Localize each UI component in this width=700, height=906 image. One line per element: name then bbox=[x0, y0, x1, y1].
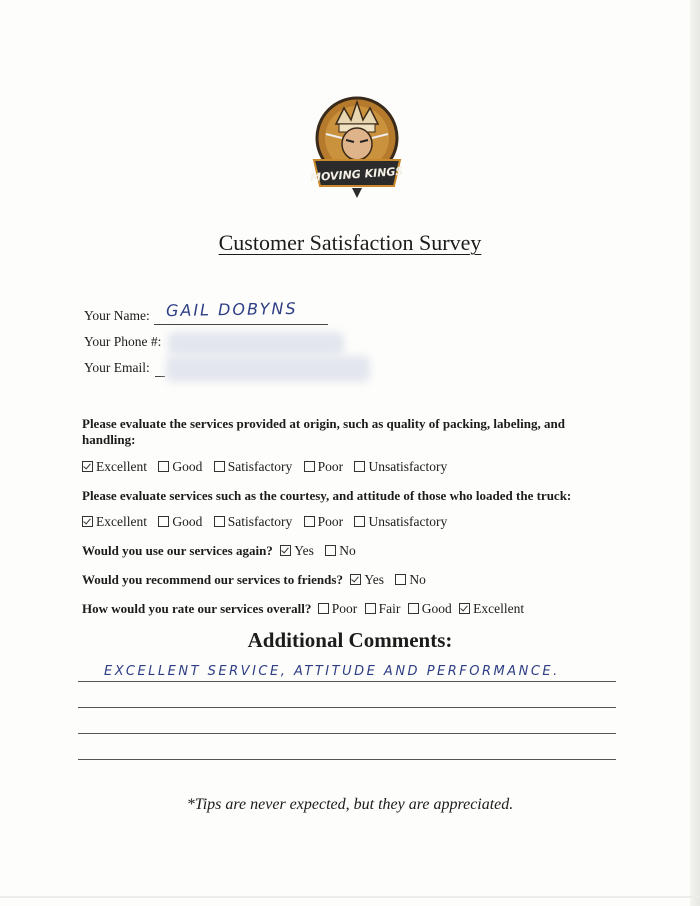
tips-note: *Tips are never expected, but they are appreciated. bbox=[186, 796, 514, 813]
q5-option-excellent[interactable]: Excellent bbox=[459, 601, 524, 617]
q2-text: Please evaluate services such as the courtesy, and attitude of those who loaded the truck: bbox=[82, 488, 572, 503]
q2-option-satisfactory[interactable]: Satisfactory bbox=[214, 514, 292, 530]
q1-text-line2: handling: bbox=[82, 432, 136, 447]
checkbox-checked-icon[interactable] bbox=[350, 574, 361, 585]
email-label: Your Email: bbox=[84, 360, 150, 375]
phone-label: Your Phone #: bbox=[84, 334, 162, 349]
q2-option-good[interactable]: Good bbox=[158, 514, 202, 530]
comment-line-1[interactable] bbox=[78, 681, 616, 682]
q3-row bbox=[82, 543, 364, 559]
q1-option-excellent[interactable]: Excellent bbox=[82, 459, 147, 475]
name-underline bbox=[154, 324, 328, 325]
q1-option-satisfactory[interactable]: Satisfactory bbox=[214, 459, 292, 475]
checkbox-checked-icon[interactable] bbox=[459, 603, 470, 614]
q4-option-no[interactable]: No bbox=[395, 572, 426, 588]
logo-brand-text: MOVING KINGS bbox=[309, 164, 404, 185]
checkbox-icon[interactable] bbox=[395, 574, 406, 585]
q1-options bbox=[82, 459, 455, 475]
q1-text-line1: Please evaluate the services provided at origin, such as quality of packing, labeling, and bbox=[82, 416, 565, 431]
q5-text: How would you rate our services overall? bbox=[82, 601, 312, 616]
name-value[interactable]: GAIL DOBYNS bbox=[165, 298, 298, 321]
scan-artifact-line bbox=[0, 896, 700, 898]
q2-option-unsatisfactory[interactable]: Unsatisfactory bbox=[354, 514, 447, 530]
checkbox-icon[interactable] bbox=[408, 603, 419, 614]
name-label: Your Name: bbox=[84, 308, 150, 323]
comment-line-4[interactable] bbox=[78, 759, 616, 760]
comment-line-2[interactable] bbox=[78, 707, 616, 708]
checkbox-checked-icon[interactable] bbox=[82, 516, 93, 527]
phone-redacted bbox=[168, 332, 344, 356]
moving-kings-logo bbox=[306, 94, 408, 200]
q1-option-good[interactable]: Good bbox=[158, 459, 202, 475]
checkbox-icon[interactable] bbox=[158, 516, 169, 527]
checkbox-icon[interactable] bbox=[214, 461, 225, 472]
q2-option-excellent[interactable]: Excellent bbox=[82, 514, 147, 530]
checkbox-icon[interactable] bbox=[214, 516, 225, 527]
q5-row bbox=[82, 601, 532, 617]
email-redacted bbox=[166, 356, 370, 382]
checkbox-icon[interactable] bbox=[354, 461, 365, 472]
checkbox-icon[interactable] bbox=[365, 603, 376, 614]
q1-option-unsatisfactory[interactable]: Unsatisfactory bbox=[354, 459, 447, 475]
email-underline bbox=[155, 376, 165, 377]
comment-line-3[interactable] bbox=[78, 733, 616, 734]
page-title: Customer Satisfaction Survey bbox=[218, 230, 482, 255]
comments-text[interactable]: EXCELLENT SERVICE, ATTITUDE AND PERFORMANCE. bbox=[104, 664, 560, 679]
q5-option-poor[interactable]: Poor bbox=[318, 601, 358, 617]
q3-text: Would you use our services again? bbox=[82, 543, 273, 558]
checkbox-icon[interactable] bbox=[304, 516, 315, 527]
checkbox-checked-icon[interactable] bbox=[280, 545, 291, 556]
q5-option-good[interactable]: Good bbox=[408, 601, 452, 617]
q2-options bbox=[82, 514, 455, 530]
q4-row bbox=[82, 572, 434, 588]
q2-option-poor[interactable]: Poor bbox=[304, 514, 344, 530]
checkbox-icon[interactable] bbox=[318, 603, 329, 614]
q4-option-yes[interactable]: Yes bbox=[350, 572, 384, 588]
q3-option-yes[interactable]: Yes bbox=[280, 543, 314, 559]
checkbox-checked-icon[interactable] bbox=[82, 461, 93, 472]
comments-title: Additional Comments: bbox=[247, 628, 453, 652]
q5-option-fair[interactable]: Fair bbox=[365, 601, 401, 617]
page-edge bbox=[690, 0, 700, 906]
q3-option-no[interactable]: No bbox=[325, 543, 356, 559]
q4-text: Would you recommend our services to friends? bbox=[82, 572, 343, 587]
q1-option-poor[interactable]: Poor bbox=[304, 459, 344, 475]
checkbox-icon[interactable] bbox=[304, 461, 315, 472]
checkbox-icon[interactable] bbox=[158, 461, 169, 472]
checkbox-icon[interactable] bbox=[354, 516, 365, 527]
checkbox-icon[interactable] bbox=[325, 545, 336, 556]
